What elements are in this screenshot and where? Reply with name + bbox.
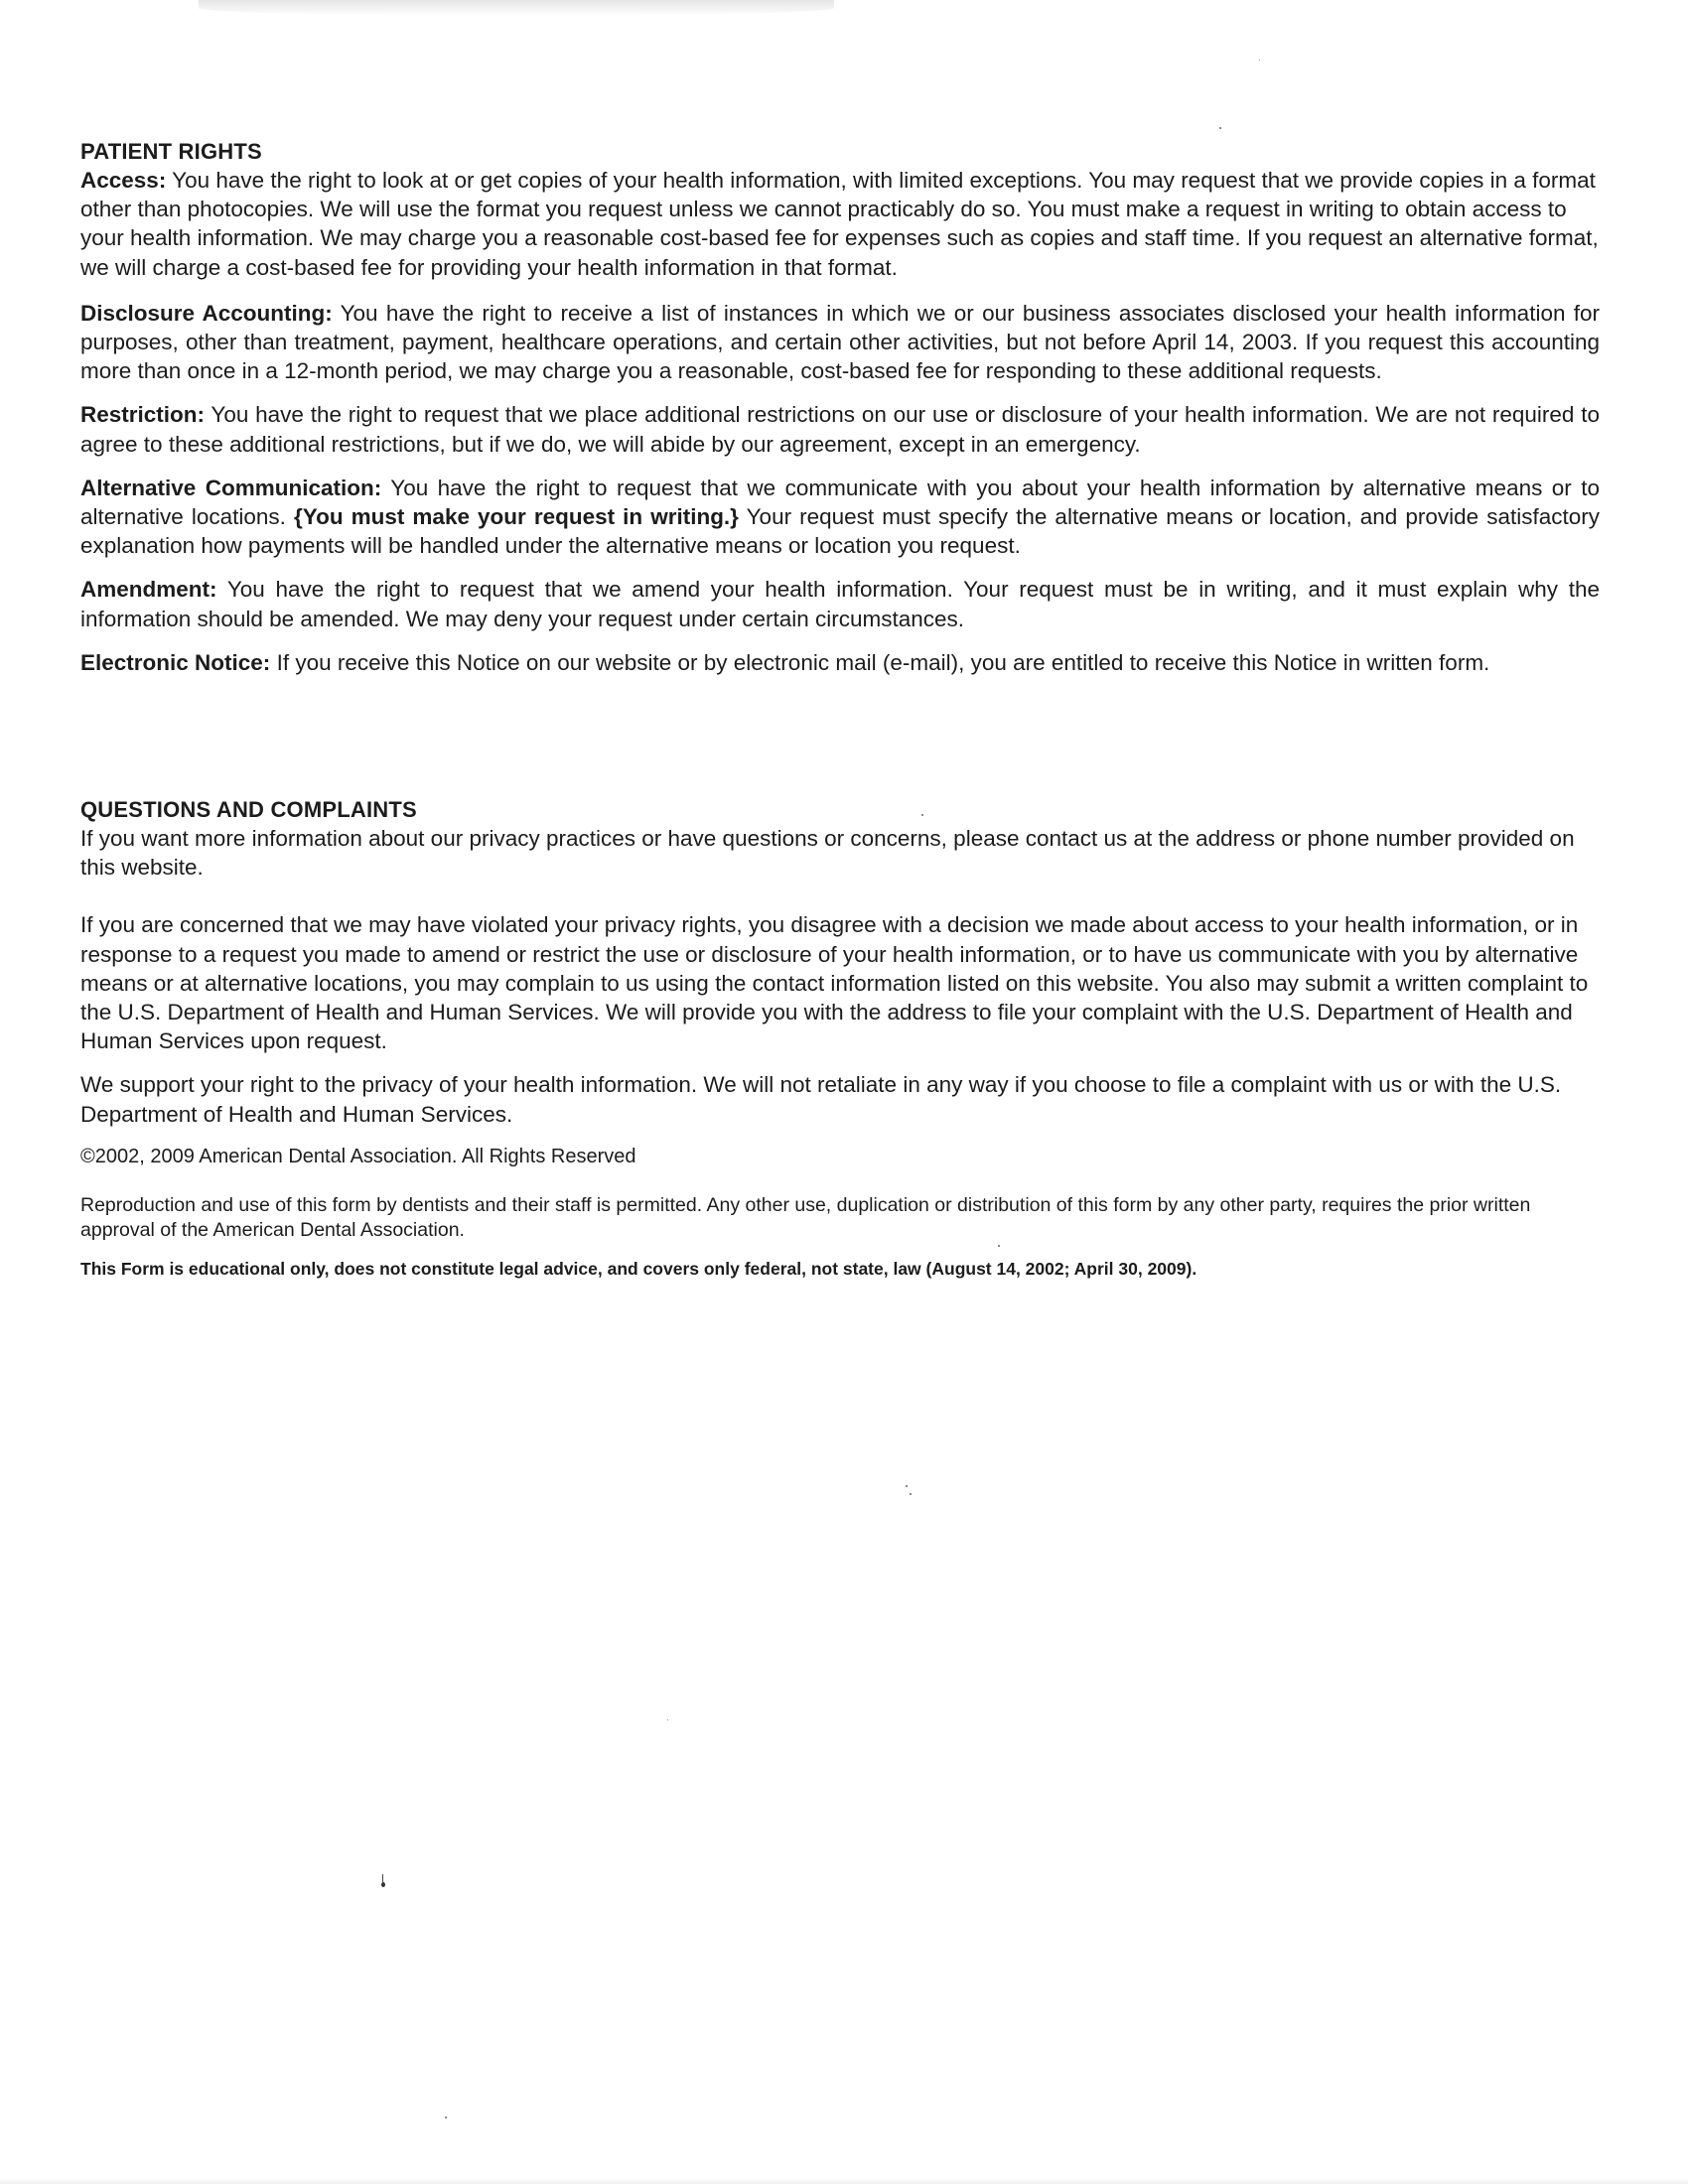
patient-rights-heading: PATIENT RIGHTS (80, 139, 262, 164)
scan-shadow (199, 0, 834, 16)
amendment-paragraph (80, 575, 1600, 632)
amendment-text: You have the right to request that we amend your health information. Your request must be in writing, and it must explain why the information should be amended. We may deny your request under certain circumstances. (80, 577, 1600, 631)
disclosure-accounting-text: You have the right to receive a list of instances in which we or our business associates disclosed your health information for purposes, other than treatment, payment, healthcare operations, and certain other activities, but not before April 14, 2003. If you request this accounting more than once in a 12-month period, we may charge you a reasonable, cost-based fee for responding to these additional requests. (80, 300, 1600, 384)
alternative-communication-term: Alternative Communication: (80, 475, 382, 500)
restriction-text: You have the right to request that we place additional restrictions on our use or disclosure of your health information. We are not required to agree to these additional restrictions, but if we do, we will abide by our agreement, except in an emergency. (80, 402, 1600, 457)
scan-speck (445, 2116, 447, 2118)
paragraph-spacer (80, 882, 1600, 910)
scan-speck (382, 1874, 383, 1882)
scan-edge (0, 2178, 1688, 2184)
document-body (80, 137, 1600, 1281)
restriction-paragraph (80, 400, 1600, 458)
alternative-communication-text: You have the right to request that we communicate with you about your health information by alternative means or to alternative locations. (80, 475, 1600, 530)
electronic-notice-term: Electronic Notice: (80, 649, 271, 675)
legal-disclaimer: This Form is educational only, does not constitute legal advice, and covers only federal, not state, law (August 14, 2002; April 30, 2009). (80, 1258, 1197, 1279)
alternative-communication-text-after: Your request must specify the alternative means or location, and provide satisfactory explanation how payments will be handled under the alternative means or location you request. (80, 504, 1601, 559)
disclosure-accounting-term: Disclosure Accounting: (80, 300, 333, 326)
alternative-communication-paragraph (80, 474, 1600, 561)
scan-speck (910, 1493, 912, 1495)
copyright-notice: ©2002, 2009 American Dental Association. All Rights Reserved (80, 1145, 636, 1167)
reproduction-notice: Reproduction and use of this form by dentists and their staff is permitted. Any other use, duplication or distribution of this form by any other party, requires the prior written approval of the American Dental Association. (80, 1193, 1531, 1241)
restriction-term: Restriction: (80, 402, 206, 428)
questions-paragraph: If you want more information about our privacy practices or have questions or concerns, please contact us at the address or phone number provided on this website. (80, 826, 1575, 881)
disclosure-accounting-paragraph (80, 299, 1600, 386)
scan-speck (906, 1485, 908, 1487)
alternative-communication-emphasis: {You must make your request in writing.} (293, 504, 739, 530)
amendment-term: Amendment: (80, 577, 217, 603)
support-paragraph: We support your right to the privacy of your health information. We will not retaliate in any way if you choose to file a complaint with us or with the U.S. Department of Health and Human Services. (80, 1072, 1562, 1127)
access-paragraph (80, 166, 1600, 282)
scan-speck (1219, 127, 1221, 129)
scan-speck (1259, 60, 1260, 61)
electronic-notice-text: If you receive this Notice on our website or by electronic mail (e-mail), you are entitled to receive this Notice in written form. (276, 649, 1490, 675)
section-spacer (80, 692, 1600, 795)
access-term: Access: (80, 168, 167, 193)
scan-speck (381, 1882, 385, 1887)
scan-speck (667, 1719, 668, 1720)
complaints-paragraph: If you are concerned that we may have violated your privacy rights, you disagree with a decision we made about access to your health information, or in response to a request you made to amend or restrict the use or disclosure of your health information, or to have us communicate with you by alternative means or at alternative locations, you may complain to us using the contact information listed on this website. You also may submit a written complaint to the U.S. Department of Health and Human Services. We will provide you with the address to file your complaint with the U.S. Department of Health and Human Services upon request. (80, 912, 1589, 1054)
questions-complaints-heading: QUESTIONS AND COMPLAINTS (80, 797, 417, 823)
electronic-notice-paragraph (80, 648, 1600, 677)
access-text: You have the right to look at or get copies of your health information, with limited exceptions. You may request that we provide copies in a format other than photocopies. We will use the format you request unless we cannot practicably do so. You must make a request in writing to obtain access to your health information. We may charge you a reasonable cost-based fee for expenses such as copies and staff time. If you request an alternative format, we will charge a cost-based fee for providing your health information in that format. (80, 168, 1599, 280)
